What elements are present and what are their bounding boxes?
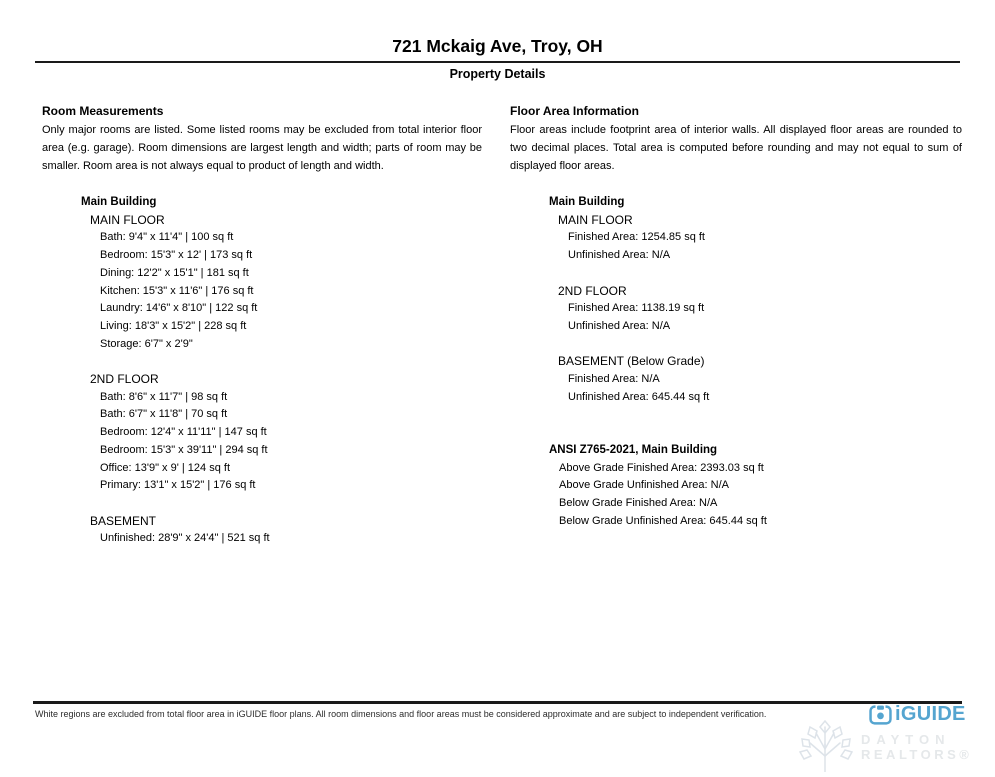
iguide-camera-icon	[869, 703, 892, 726]
floor-area-information-description: Floor areas include footprint area of interior walls. All displayed floor areas are rounded to two decimal places. Total area is computed before rounding and may not equal to sum of displayed floor areas.	[510, 124, 962, 172]
room-item: Kitchen: 15'3" x 11'6" | 176 sq ft	[100, 284, 254, 297]
room-item: Laundry: 14'6" x 8'10" | 122 sq ft	[100, 302, 258, 315]
room-item: Bath: 6'7" x 11'8" | 70 sq ft	[100, 408, 228, 421]
floor-name: 2ND FLOOR	[558, 283, 627, 298]
room-item: Bedroom: 15'3" x 12' | 173 sq ft	[100, 249, 253, 262]
floor-name: MAIN FLOOR	[558, 212, 633, 227]
floor-name: MAIN FLOOR	[90, 212, 165, 227]
floor-basement	[90, 513, 482, 548]
floor-2nd-floor	[90, 371, 482, 495]
floor-area-information-section	[510, 104, 962, 530]
ansi-area-item: Below Grade Finished Area: N/A	[559, 497, 718, 510]
room-item: Bedroom: 15'3" x 39'11" | 294 sq ft	[100, 443, 268, 456]
page-subtitle: Property Details	[449, 67, 546, 81]
area-item: Unfinished Area: N/A	[568, 249, 671, 262]
area-main-floor	[558, 212, 962, 265]
area-basement	[558, 353, 962, 406]
area-item: Finished Area: 1138.19 sq ft	[568, 302, 705, 315]
footer-divider	[33, 701, 962, 704]
area-item: Finished Area: N/A	[568, 373, 660, 385]
floor-name: BASEMENT	[90, 513, 157, 528]
room-item: Primary: 13'1" x 15'2" | 176 sq ft	[100, 479, 256, 492]
ansi-area-item: Above Grade Unfinished Area: N/A	[559, 479, 729, 492]
iguide-logo	[869, 703, 966, 726]
header-divider	[35, 61, 960, 63]
ansi-heading: ANSI Z765-2021, Main Building	[549, 443, 718, 456]
room-item: Bath: 9'4" x 11'4" | 100 sq ft	[100, 231, 234, 244]
dayton-realtors-tree-icon	[795, 720, 857, 777]
ansi-section	[549, 442, 962, 531]
iguide-logo-text: iGUIDE	[895, 703, 966, 725]
page-title: 721 Mckaig Ave, Troy, OH	[392, 36, 603, 56]
floor-area-building	[549, 194, 962, 406]
watermark-line1: DAYTON	[861, 732, 951, 747]
area-item: Unfinished Area: N/A	[568, 319, 671, 332]
room-measurements-description: Only major rooms are listed. Some listed rooms may be excluded from total interior floor area (e.g. garage). Room dimensions are largest length and width; parts of room may be smaller. Room area is not always equal to product of length and width.	[42, 124, 482, 172]
room-measurements-heading: Room Measurements	[42, 104, 164, 118]
floor-area-information-heading: Floor Area Information	[510, 104, 639, 118]
area-2nd-floor	[558, 283, 962, 336]
building-name: Main Building	[549, 196, 625, 208]
room-item: Office: 13'9" x 9' | 124 sq ft	[100, 461, 230, 474]
floor-main-floor	[90, 212, 482, 354]
room-measurements-section	[42, 104, 482, 548]
ansi-area-item: Above Grade Finished Area: 2393.03 sq ft	[559, 461, 764, 474]
area-item: Unfinished Area: 645.44 sq ft	[568, 390, 710, 403]
area-item: Finished Area: 1254.85 sq ft	[568, 231, 705, 244]
room-item: Bedroom: 12'4" x 11'11" | 147 sq ft	[100, 426, 267, 439]
room-item: Bath: 8'6" x 11'7" | 98 sq ft	[100, 390, 228, 403]
footer-disclaimer: White regions are excluded from total floor area in iGUIDE floor plans. All room dimensions and floor areas must be considered approximate and are subject to independent verification.	[35, 709, 767, 719]
room-item: Unfinished: 28'9" x 24'4" | 521 sq ft	[100, 532, 270, 545]
room-item: Dining: 12'2" x 15'1" | 181 sq ft	[100, 266, 249, 279]
building-name: Main Building	[81, 196, 157, 208]
room-measurements-building	[81, 194, 482, 548]
dayton-realtors-text	[861, 732, 972, 762]
floor-name: 2ND FLOOR	[90, 372, 159, 387]
ansi-area-item: Below Grade Unfinished Area: 645.44 sq ft	[559, 514, 767, 527]
room-item: Storage: 6'7" x 2'9"	[100, 337, 193, 350]
watermark-line2: REALTORS®	[861, 747, 973, 762]
floor-name: BASEMENT (Below Grade)	[558, 354, 705, 369]
room-item: Living: 18'3" x 15'2" | 228 sq ft	[100, 319, 247, 332]
